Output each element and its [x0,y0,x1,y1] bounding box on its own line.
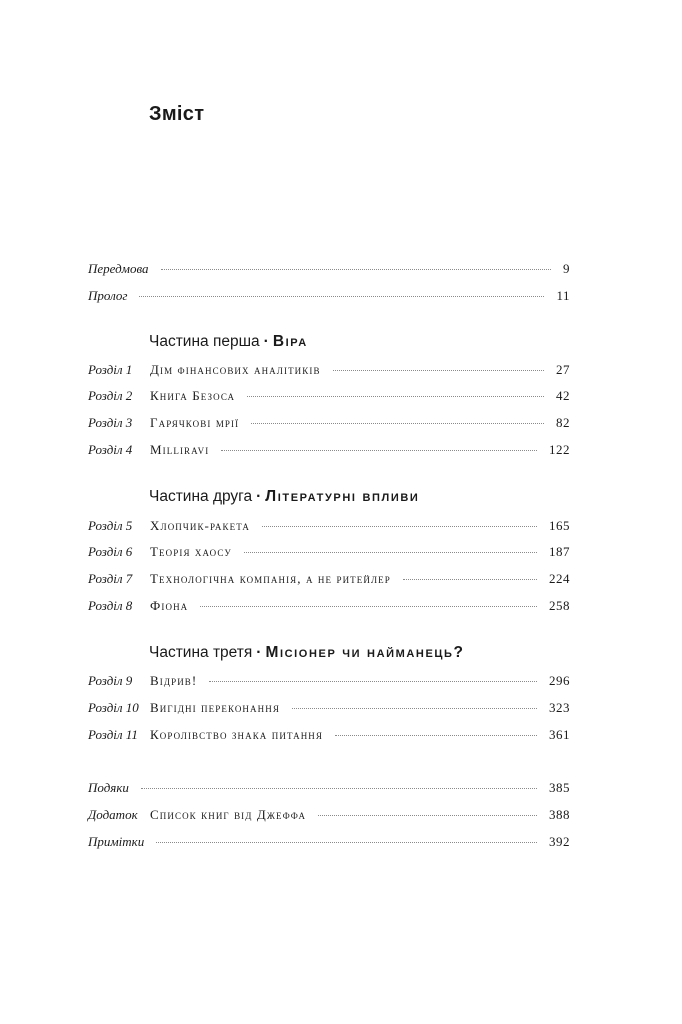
dot-leader [200,606,537,607]
dot-leader [161,269,551,270]
page-number: 323 [549,700,570,715]
toc-entry-chapter-3[interactable] [88,413,570,433]
part-name: Місіонер чи найманець? [265,644,465,661]
dot-leader [251,423,544,424]
entry-title: Хлопчик-ракета [150,518,250,533]
dot-leader [292,708,537,709]
entry-title: Технологічна компанія, а не ритейлер [150,571,391,586]
toc-entry-notes[interactable] [88,832,570,852]
dot-leader [244,552,537,553]
page-number: 9 [563,261,570,276]
entry-label: Розділ 2 [88,388,133,403]
entry-label: Розділ 11 [88,727,138,742]
part-prefix: Частина друга [149,488,253,505]
entry-title: Книга Безоса [150,388,236,403]
entry-label: Розділ 10 [88,700,139,715]
entry-title: Королівство знака питання [150,727,324,742]
toc-entry-acknowledgements[interactable] [88,778,570,798]
toc-entry-chapter-2[interactable] [88,386,570,406]
entry-label: Пролог [88,288,128,303]
entry-label: Додаток [88,807,138,822]
page-number: 187 [549,544,570,559]
part-bullet: · [256,488,262,505]
dot-leader [221,450,537,451]
dot-leader [403,579,537,580]
part-name: Віра [272,333,308,350]
part-heading-3 [149,643,465,663]
dot-leader [262,526,537,527]
entry-label: Подяки [88,780,129,795]
part-prefix: Частина перша [149,333,260,350]
entry-label: Розділ 6 [88,544,133,559]
toc-entry-chapter-4[interactable] [88,440,570,460]
page-number: 258 [549,598,570,613]
entry-label: Розділ 8 [88,598,133,613]
dot-leader [335,735,537,736]
page-number: 392 [549,834,570,849]
page-number: 224 [549,571,570,586]
entry-title: Вигідні переконання [150,700,280,715]
part-name: Літературні впливи [265,488,420,505]
toc-entry-chapter-8[interactable] [88,596,570,616]
part-prefix: Частина третя [149,644,253,661]
page-number: 11 [556,288,570,303]
page-number: 122 [549,442,570,457]
dot-leader [139,296,544,297]
entry-label: Розділ 4 [88,442,133,457]
page-number: 27 [556,362,570,377]
toc-entry-chapter-10[interactable] [88,698,570,718]
part-heading-2 [149,487,419,507]
page-number: 82 [556,415,570,430]
toc-entry-foreword[interactable] [88,259,570,279]
entry-label: Примітки [88,834,145,849]
page-number: 165 [549,518,570,533]
toc-entry-chapter-5[interactable] [88,516,570,536]
toc-entry-chapter-6[interactable] [88,542,570,562]
toc-entry-chapter-11[interactable] [88,725,570,745]
dot-leader [141,788,537,789]
toc-entry-chapter-9[interactable] [88,671,570,691]
entry-title: Фіона [150,598,189,613]
entry-label: Розділ 9 [88,673,133,688]
page-title: Зміст [149,103,205,125]
dot-leader [333,370,544,371]
entry-label: Розділ 7 [88,571,133,586]
entry-title: Гарячкові мрії [150,415,240,430]
toc-entry-appendix[interactable] [88,805,570,825]
entry-label: Розділ 3 [88,415,133,430]
entry-label: Розділ 5 [88,518,133,533]
entry-title: Дім фінансових аналітиків [150,362,321,377]
page-number: 296 [549,673,570,688]
page-number: 361 [549,727,570,742]
toc-entry-chapter-1[interactable] [88,360,570,380]
page-number: 42 [556,388,570,403]
entry-title: Список книг від Джеффа [150,807,307,822]
dot-leader [209,681,537,682]
part-heading-1 [149,332,308,352]
page-number: 388 [549,807,570,822]
entry-label: Передмова [88,261,149,276]
entry-title: Відрив! [150,673,198,688]
toc-entry-prologue[interactable] [88,286,570,306]
dot-leader [156,842,537,843]
dot-leader [318,815,537,816]
entry-title: Теорія хаосу [150,544,232,559]
entry-label: Розділ 1 [88,362,133,377]
entry-title: Milliravi [150,442,210,457]
part-bullet: · [256,644,262,661]
page-number: 385 [549,780,570,795]
part-bullet: · [263,333,269,350]
dot-leader [247,396,544,397]
toc-entry-chapter-7[interactable] [88,569,570,589]
